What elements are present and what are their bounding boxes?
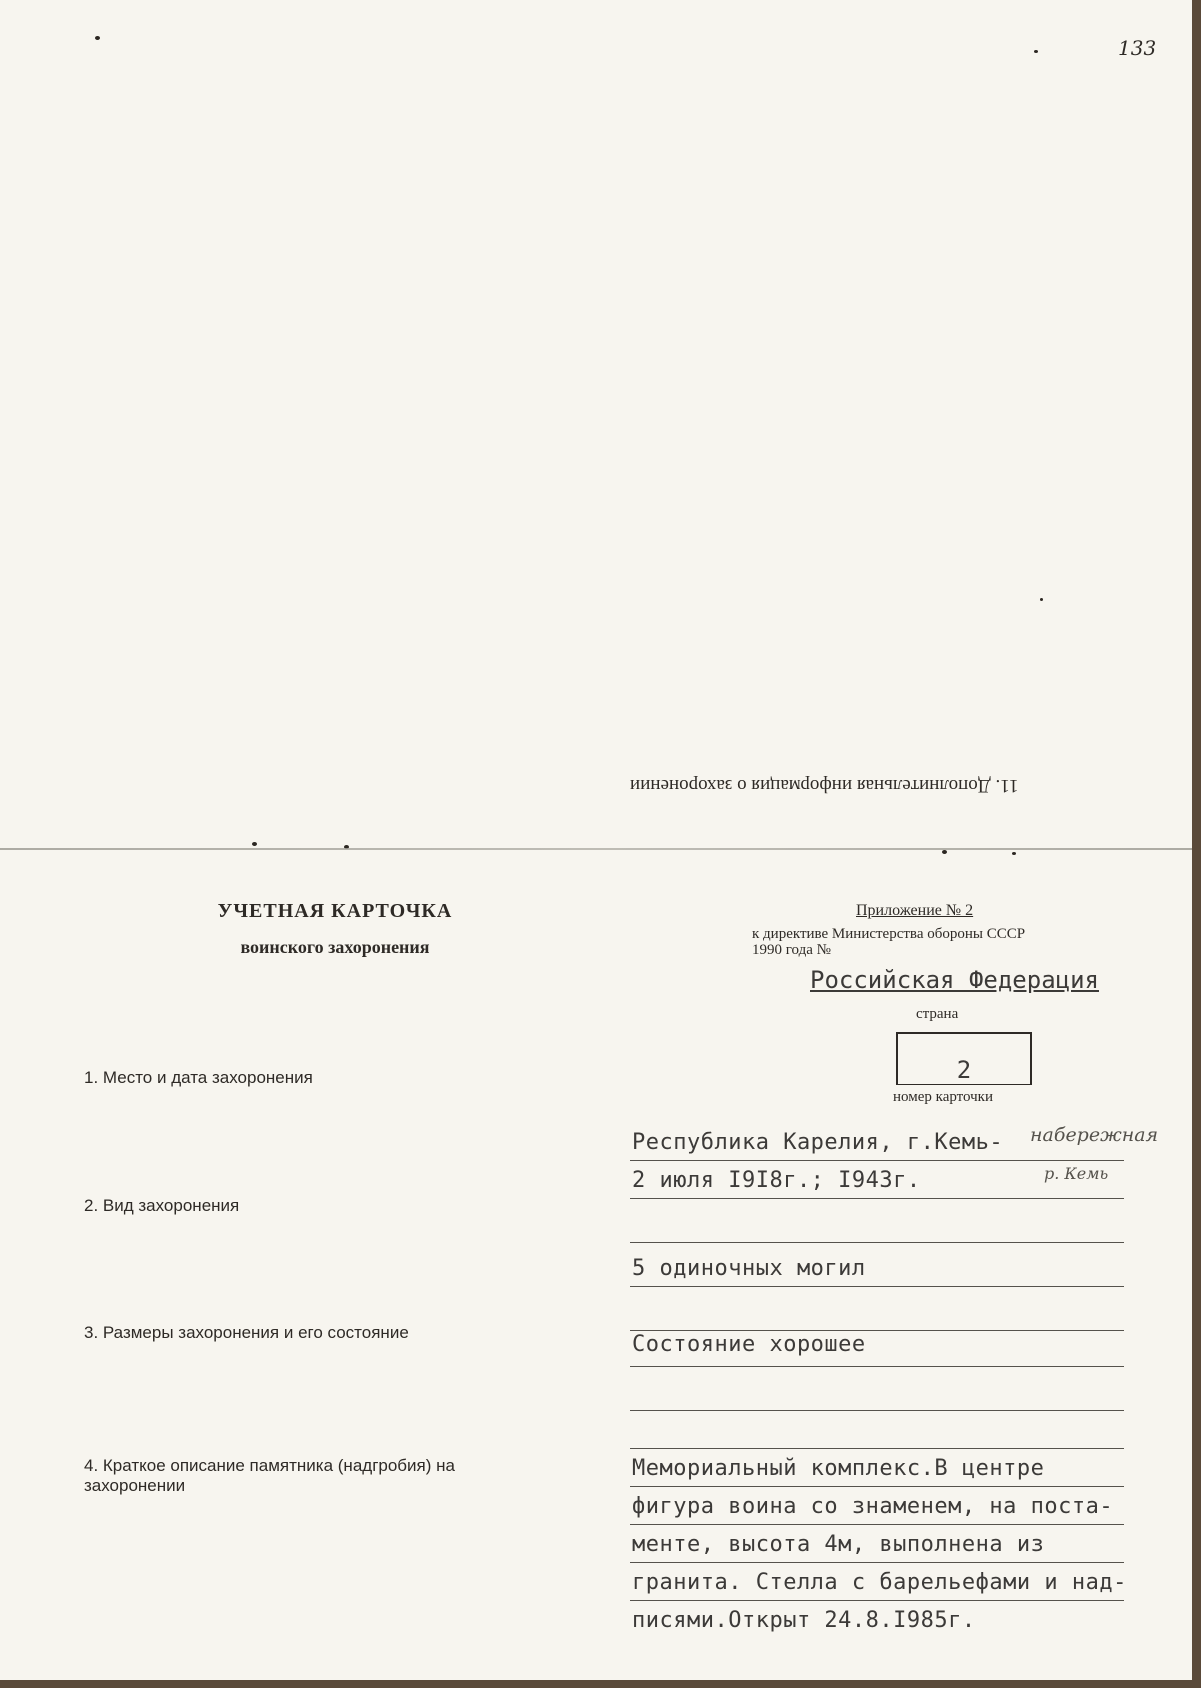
place-value-line-1: Республика Карелия, г.Кемь- [632, 1130, 1004, 1155]
value-rule [630, 1330, 1124, 1331]
page-number: 133 [1118, 36, 1157, 60]
appendix-directive: к директиве Министерства обороны СССР [752, 926, 1026, 942]
upside-down-section-11: 11. Дополнительная информация о захоронении [630, 775, 1019, 796]
value-rule [630, 1562, 1124, 1563]
country-caption: страна [916, 1006, 959, 1022]
value-rule [630, 1242, 1124, 1243]
card-title [180, 900, 490, 958]
field-4-label-line-1: 4. Краткое описание памятника (надгробия) на [84, 1456, 455, 1475]
value-rule [630, 1600, 1124, 1601]
field-3-label: 3. Размеры захоронения и его состояние [84, 1323, 409, 1342]
fold-line [0, 848, 1192, 850]
card-number-box [896, 1032, 1032, 1085]
value-rule [630, 1160, 1124, 1161]
card-number-caption: номер карточки [893, 1089, 993, 1105]
date-value: 2 июля I9I8г.; I943г. [632, 1168, 921, 1193]
handwritten-note: набережная [1030, 1124, 1159, 1146]
appendix-title: Приложение № 2 [856, 902, 974, 919]
ink-speck [95, 36, 100, 40]
appendix-year: 1990 года № [752, 942, 831, 958]
value-rule [630, 1486, 1124, 1487]
description-line-3: менте, высота 4м, выполнена из [632, 1532, 1045, 1557]
burial-type-value: 5 одиночных могил [632, 1256, 866, 1281]
value-rule [630, 1524, 1124, 1525]
ink-speck [252, 842, 257, 846]
value-rule [630, 1286, 1124, 1287]
field-2-label: 2. Вид захоронения [84, 1196, 240, 1215]
ink-speck [1040, 598, 1043, 601]
ink-speck [942, 850, 947, 854]
description-line-5: писями.Открыт 24.8.I985г. [632, 1608, 976, 1633]
value-rule [630, 1448, 1124, 1449]
value-rule [630, 1366, 1124, 1367]
description-line-2: фигура воина со знаменем, на поста- [632, 1494, 1114, 1519]
title-line-1: УЧЕТНАЯ КАРТОЧКА [217, 900, 453, 922]
ink-speck [1012, 852, 1016, 855]
card-number: 2 [956, 1056, 972, 1084]
field-4-label-line-2: захоронении [84, 1476, 186, 1495]
title-line-2: воинского захоронения [240, 937, 430, 957]
field-1-label: 1. Место и дата захоронения [84, 1068, 313, 1087]
description-line-4: гранита. Стелла с барельефами и над- [632, 1570, 1127, 1595]
value-rule [630, 1198, 1124, 1199]
ink-speck [1034, 50, 1038, 53]
description-line-1: Мемориальный комплекс.В центре [632, 1456, 1045, 1481]
appendix-note [752, 902, 1025, 958]
country-value: Российская Федерация [810, 966, 1099, 994]
handwritten-note-2: р. Кемь [1044, 1164, 1109, 1183]
state-value: Состояние хорошее [632, 1332, 866, 1357]
value-rule [630, 1410, 1124, 1411]
